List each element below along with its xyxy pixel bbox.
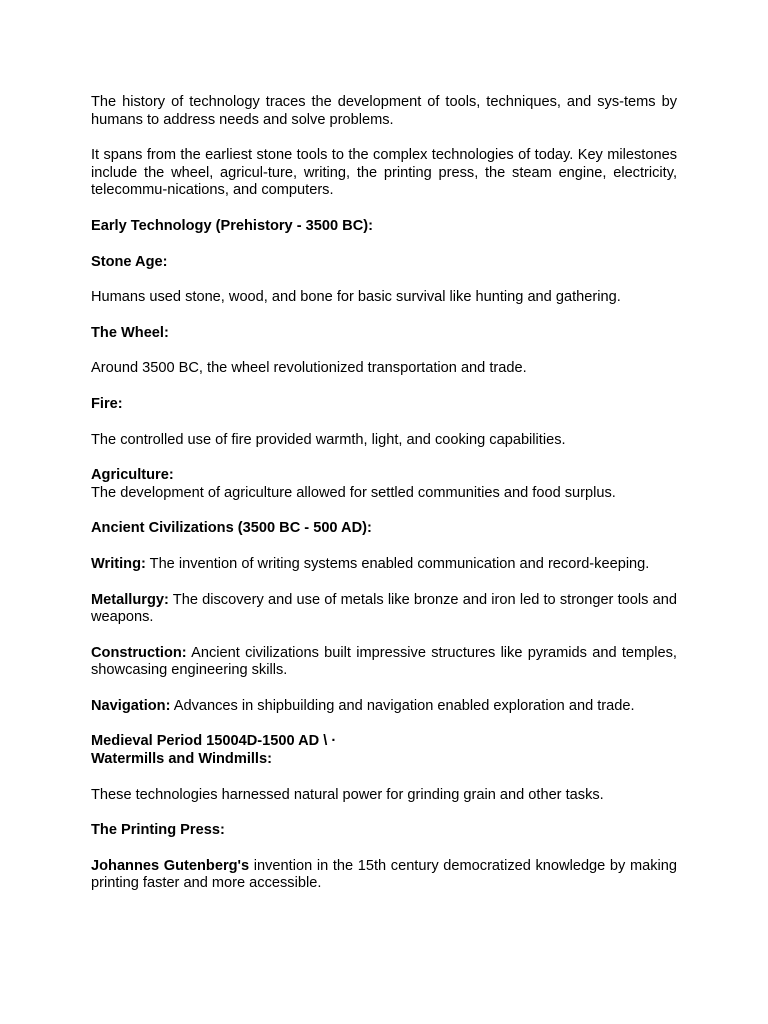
navigation-text: Advances in shipbuilding and navigation enabled exploration and trade. (170, 697, 635, 714)
construction-paragraph (91, 645, 677, 680)
stone-age-text: Humans used stone, wood, and bone for basic survival like hunting and gathering. (91, 289, 621, 306)
wheel-heading: The Wheel: (91, 324, 169, 341)
metallurgy-paragraph (91, 592, 677, 627)
agriculture-heading: Agriculture: (91, 467, 174, 484)
construction-label: Construction: (91, 644, 187, 661)
early-technology-heading: Early Technology (Prehistory - 3500 BC): (91, 217, 373, 234)
wheel-text: Around 3500 BC, the wheel revolutionized transportation and trade. (91, 360, 527, 377)
intro-paragraph-1: The history of technology traces the development of tools, techniques, and sys-tems by humans to address needs and solve problems. (91, 94, 677, 128)
writing-label: Writing: (91, 555, 146, 572)
gutenberg-label: Johannes Gutenberg's (91, 857, 250, 874)
printing-press-heading: The Printing Press: (91, 822, 225, 839)
metallurgy-label: Metallurgy: (91, 591, 169, 608)
stone-age-heading: Stone Age: (91, 253, 168, 270)
document-page (91, 94, 677, 911)
navigation-label: Navigation: (91, 697, 171, 714)
mills-heading: Watermills and Windmills: (91, 751, 272, 768)
gutenberg-text: invention in the 15th century democratized knowledge by making printing faster and more accessible. (91, 857, 678, 892)
intro-paragraph-2: It spans from the earliest stone tools to the complex technologies of today. Key milestones include the wheel, agricul-ture, writing, the printing press, the steam engine, electricity, telecommu-nications, and computers. (91, 147, 677, 199)
medieval-period-heading: Medieval Period 15004D-1500 AD \ · (91, 733, 337, 750)
gutenberg-paragraph (91, 858, 677, 893)
metallurgy-text: The discovery and use of metals like bronze and iron led to stronger tools and weapons. (91, 591, 677, 626)
writing-text: The invention of writing systems enabled communication and record-keeping. (145, 555, 650, 572)
construction-text: Ancient civilizations built impressive structures like pyramids and temples, showcasing engineering skills. (91, 644, 677, 679)
fire-heading: Fire: (91, 395, 123, 412)
agriculture-text: The development of agriculture allowed for settled communities and food surplus. (91, 484, 616, 501)
mills-text: These technologies harnessed natural power for grinding grain and other tasks. (91, 786, 604, 803)
ancient-civilizations-heading: Ancient Civilizations (3500 BC - 500 AD): (91, 520, 372, 537)
fire-text: The controlled use of fire provided warmth, light, and cooking capabilities. (91, 431, 566, 448)
navigation-paragraph (91, 698, 677, 716)
writing-paragraph (91, 556, 677, 574)
